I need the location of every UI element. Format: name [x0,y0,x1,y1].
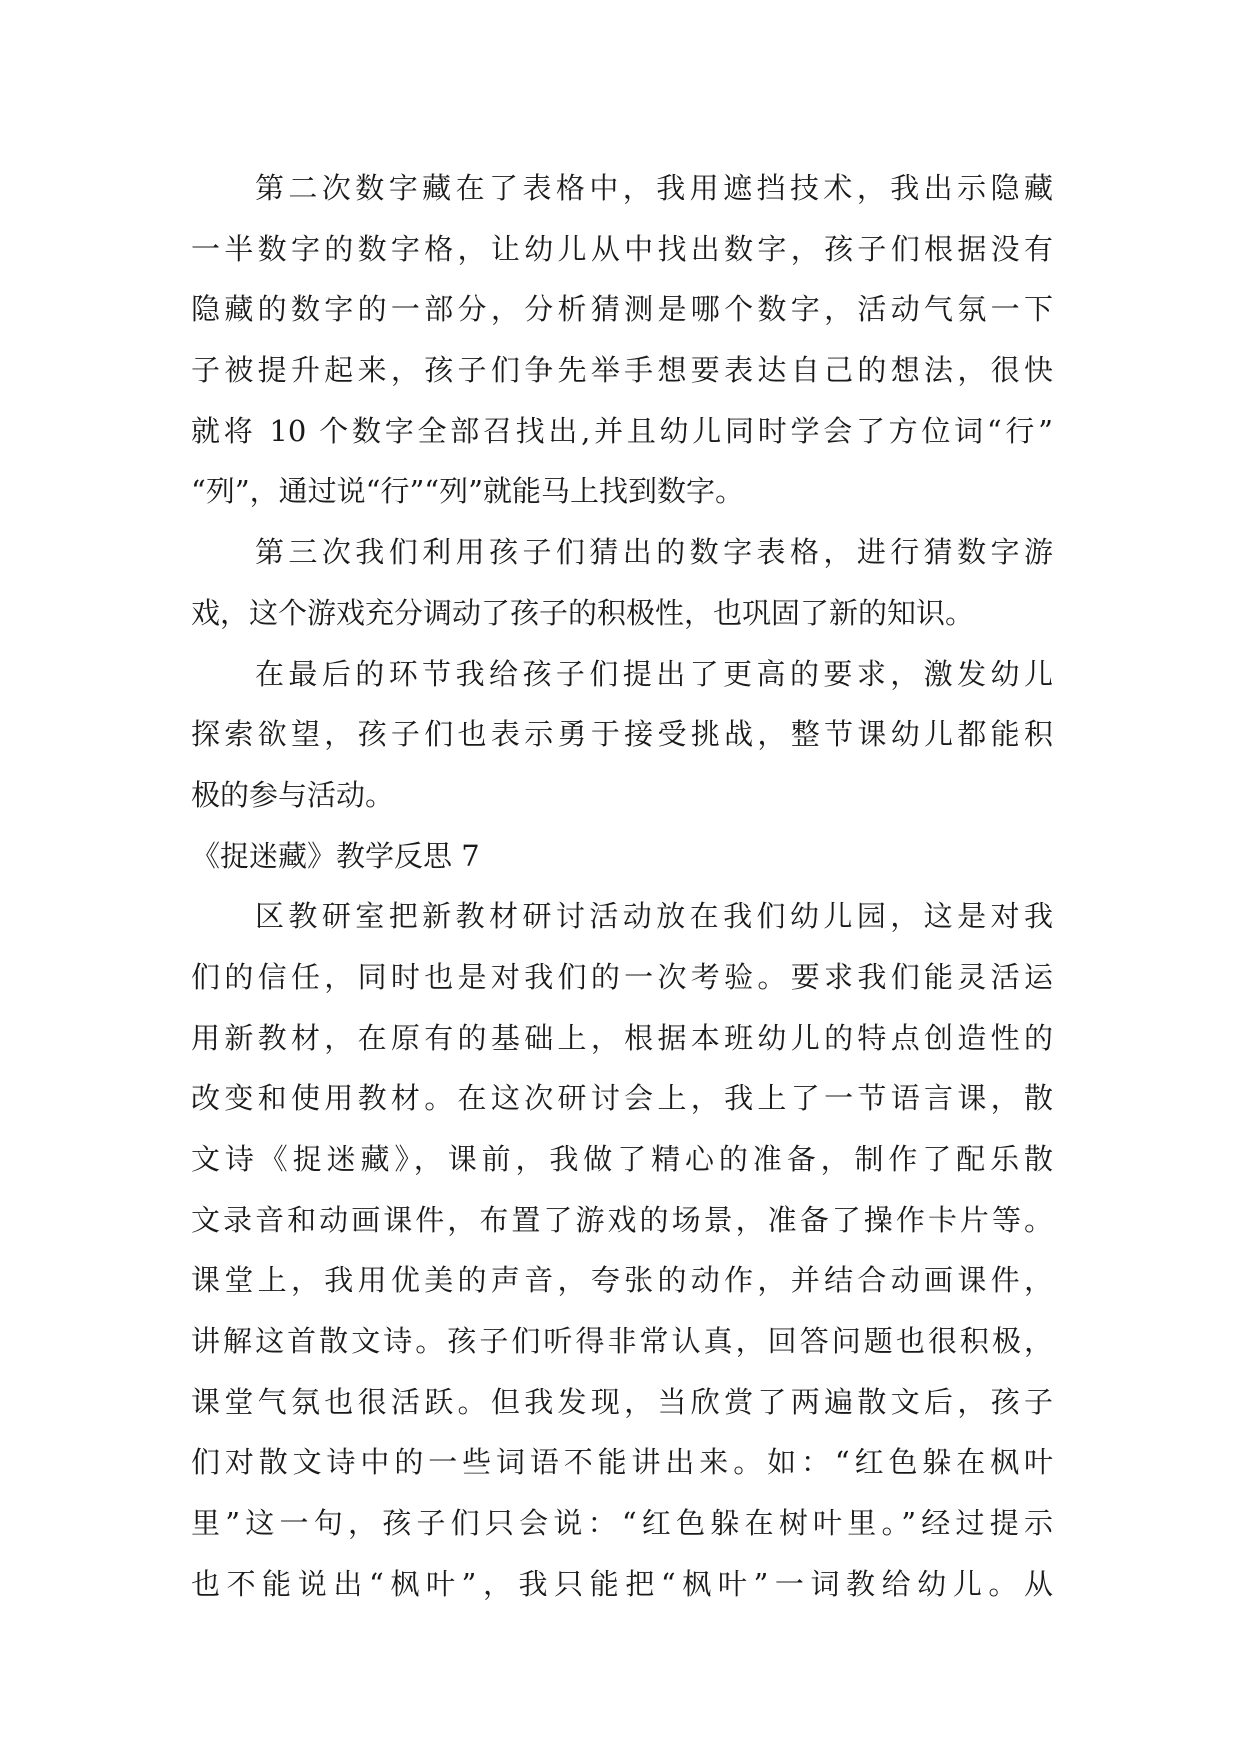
text-line: 第三次我们利用孩子们猜出的数字表格，进行猜数字游 [255,535,1053,570]
text-line: 们的信任，同时也是对我们的一次考验。要求我们能灵活运 [191,959,1053,994]
text-line: 改变和使用教材。在这次研讨会上，我上了一节语言课，散 [191,1081,1053,1116]
text-line: 用新教材，在原有的基础上，根据本班幼儿的特点创造性的 [191,1020,1053,1055]
text-line: 就将 10 个数字全部召找出,并且幼儿同时学会了方位词“行” [191,413,1053,448]
paragraph-third-attempt [191,522,1053,643]
paragraph-final-stage [191,644,1053,826]
text-line: 在最后的环节我给孩子们提出了更高的要求，激发幼儿 [255,656,1053,691]
text-line: 里”这一句，孩子们只会说：“红色躲在树叶里。”经过提示 [191,1506,1053,1541]
text-line: 探索欲望，孩子们也表示勇于接受挑战，整节课幼儿都能积 [191,717,1053,752]
text-line: 课堂气氛也很活跃。但我发现，当欣赏了两遍散文后，孩子 [191,1384,1053,1419]
section-heading: 《捉迷藏》教学反思 7 [191,838,480,873]
text-line: 子被提升起来，孩子们争先举手想要表达自己的想法，很快 [191,353,1053,388]
text-line: 也不能说出“枫叶”，我只能把“枫叶”一词教给幼儿。从 [191,1566,1053,1601]
document-body [191,158,1053,1615]
text-line: “列”，通过说“行”“列”就能马上找到数字。 [191,474,744,509]
text-line: 课堂上，我用优美的声音，夸张的动作，并结合动画课件， [191,1263,1053,1298]
text-line: 文诗《捉迷藏》，课前，我做了精心的准备，制作了配乐散 [191,1142,1053,1176]
text-line: 戏，这个游戏充分调动了孩子的积极性，也巩固了新的知识。 [191,595,975,630]
paragraph-second-attempt [191,158,1053,522]
text-line: 们对散文诗中的一些词语不能讲出来。如：“红色躲在枫叶 [191,1445,1053,1480]
text-line: 区教研室把新教材研讨活动放在我们幼儿园，这是对我 [255,899,1053,934]
text-line: 一半数字的数字格，让幼儿从中找出数字，孩子们根据没有 [191,231,1053,266]
text-line: 极的参与活动。 [191,777,395,812]
paragraph-reflection-7 [191,886,1053,1614]
text-line: 第二次数字藏在了表格中，我用遮挡技术，我出示隐藏 [255,171,1053,205]
text-line: 隐藏的数字的一部分，分析猜测是哪个数字，活动气氛一下 [191,292,1053,327]
text-line: 讲解这首散文诗。孩子们听得非常认真，回答问题也很积极， [191,1324,1053,1359]
text-line: 文录音和动画课件，布置了游戏的场景，准备了操作卡片等。 [191,1202,1053,1237]
